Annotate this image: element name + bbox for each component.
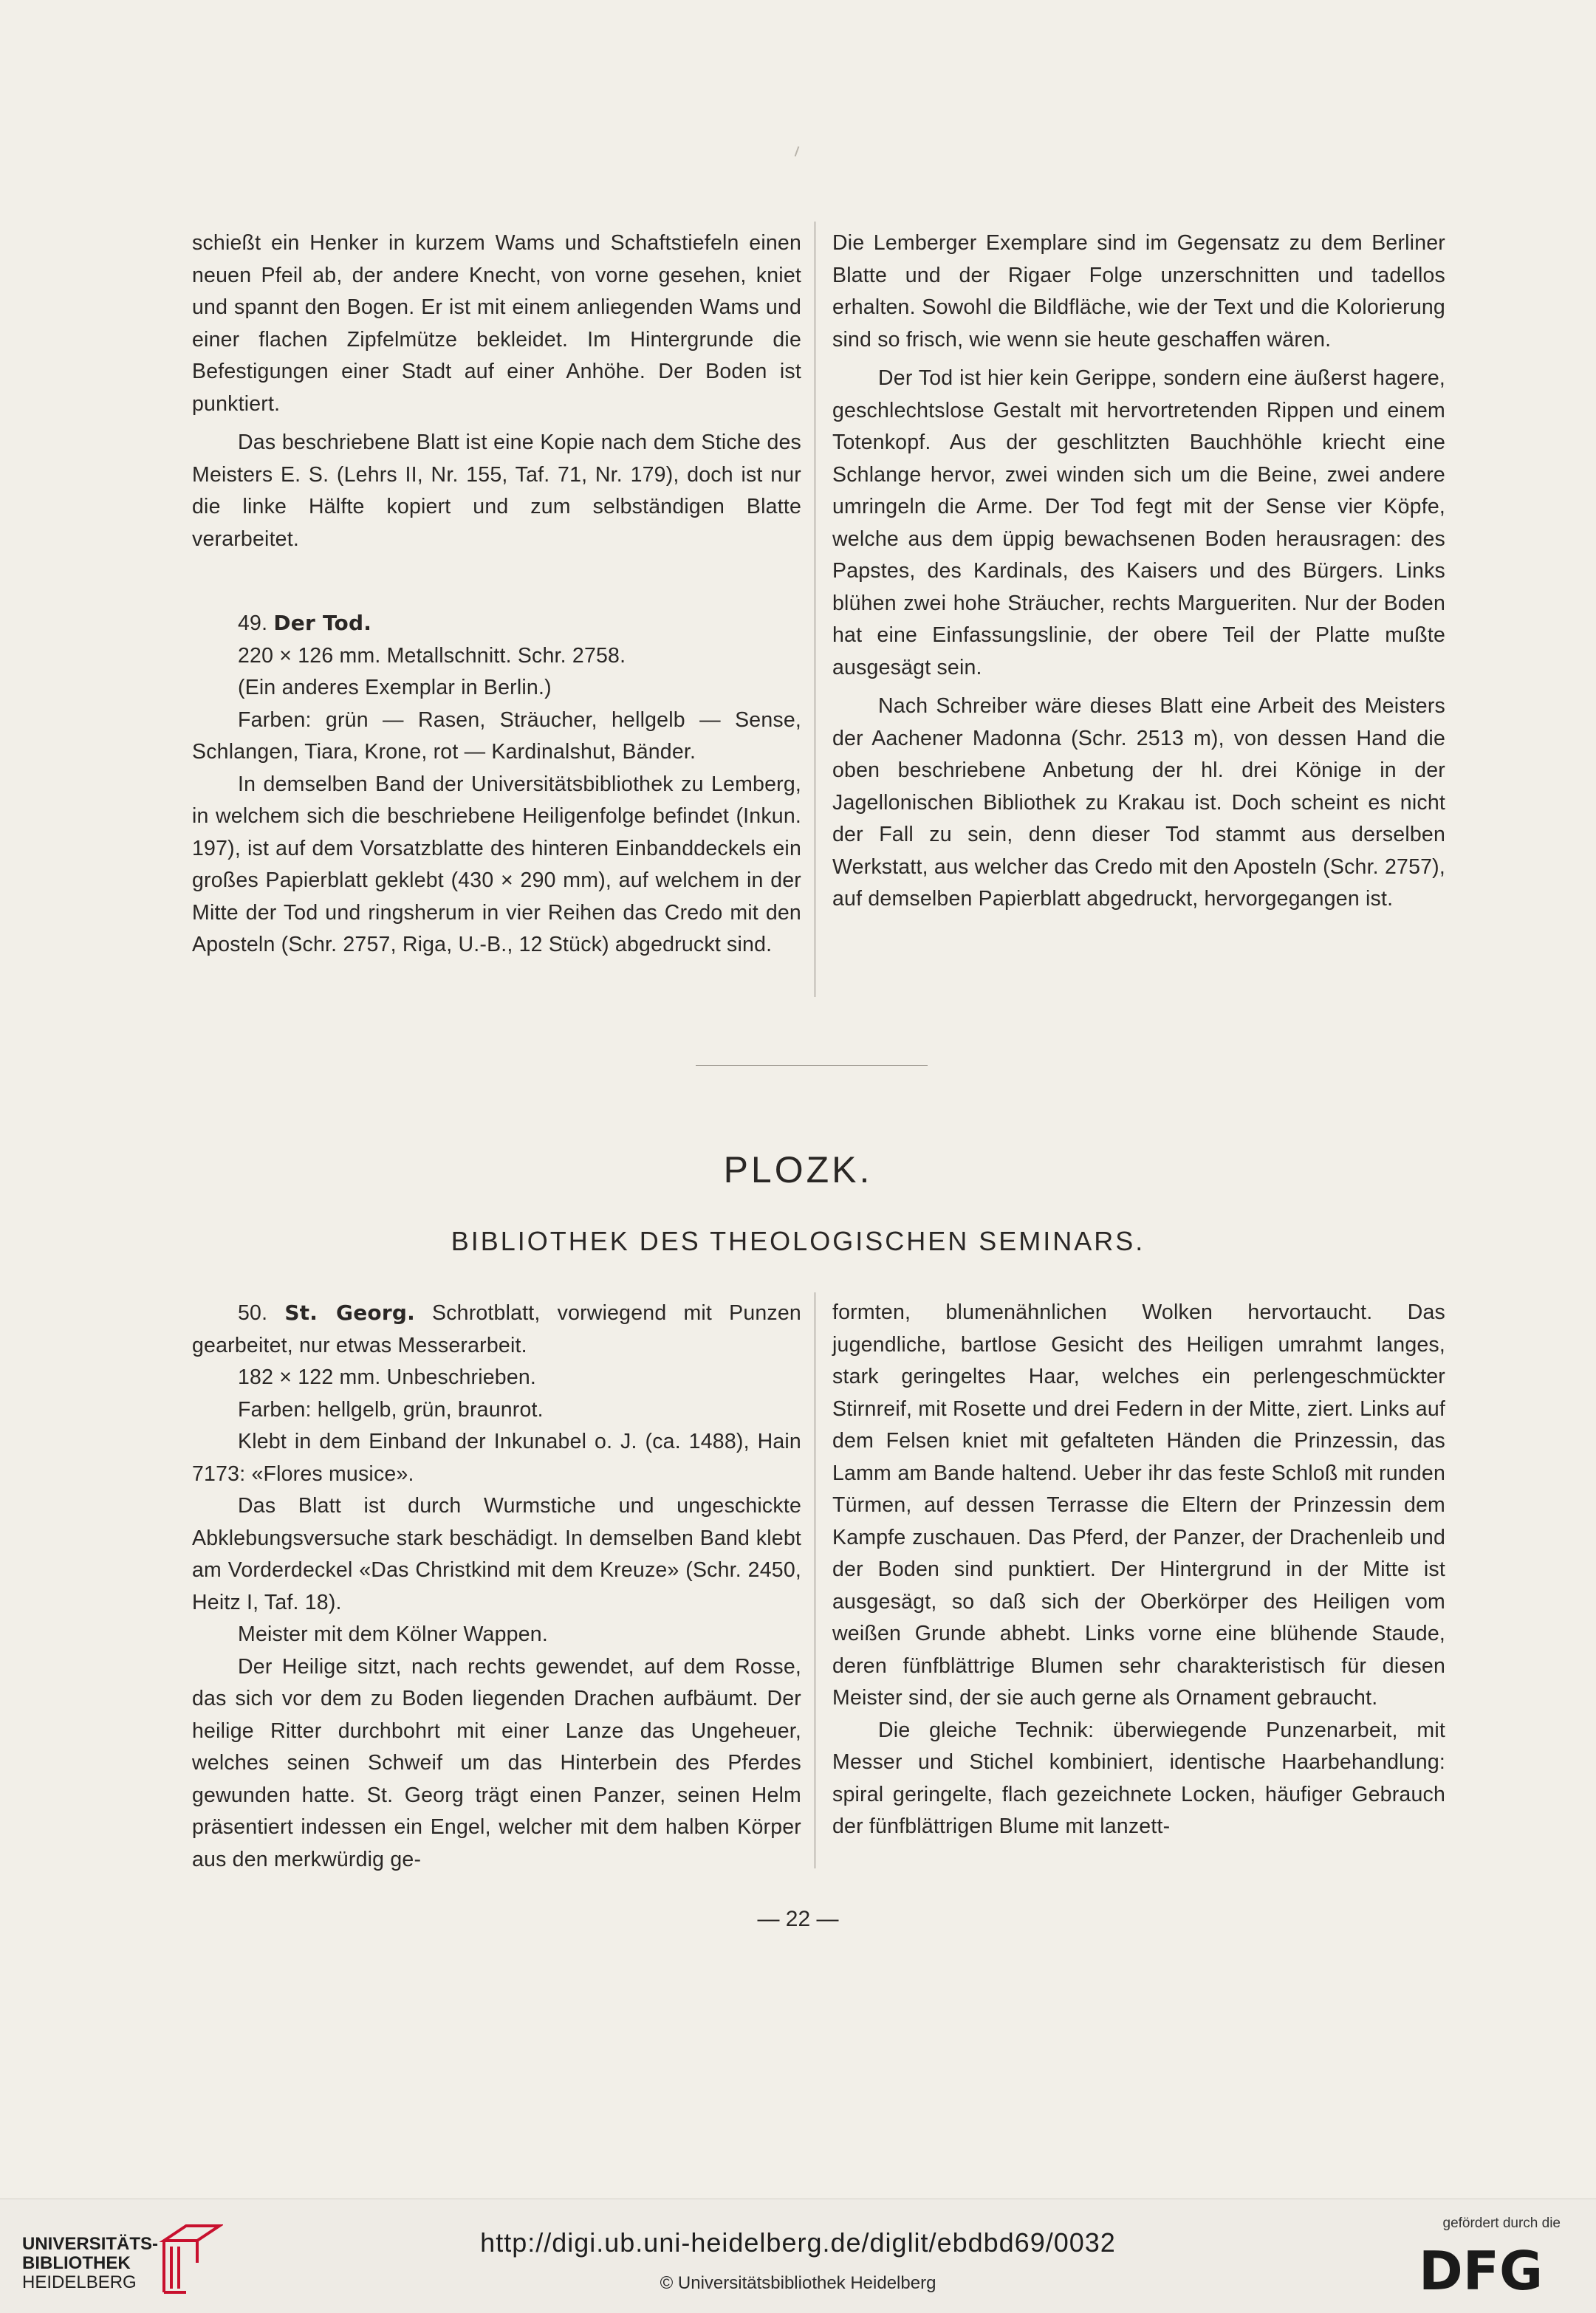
funding-note: gefördert durch die xyxy=(1442,2216,1561,2231)
right-column-top xyxy=(832,227,1445,916)
scan-mark xyxy=(795,146,800,157)
entry-note: (Ein anderes Exemplar in Berlin.) xyxy=(238,676,552,699)
section-title: PLOZK. xyxy=(723,1149,873,1190)
library-name-line: UNIVERSITÄTS- xyxy=(22,2234,159,2254)
entry-number: 49. xyxy=(238,611,268,635)
entry-condition: Das Blatt ist durch Wurmstiche und ungeschickte Abklebungsversuche stark beschädigt. In demselben Band klebt am Vorderdeckel «Das Christkind mit dem Kreuze» (Schr. 2450, Heitz I, Taf. 18). xyxy=(192,1494,801,1614)
page-number: — 22 — xyxy=(757,1907,839,1931)
entry-description: Der Heilige sitzt, nach rechts gewendet, auf dem Rosse, das sich vor dem zu Boden liegenden Drachen aufbäumt. Der heilige Ritter durchbohrt mit einer Lanze das Ungeheuer, welches seinen Schweif um das Hinterbein des Pferdes gewunden hatte. St. Georg trägt einen Panzer, seinen Helm präsentiert indessen ein Engel, welcher mit dem halben Körper aus den merkwürdig ge- xyxy=(192,1654,801,1871)
paragraph: formten, blumenähnlichen Wolken hervortaucht. Das jugendliche, bartlose Gesicht des Heiligen umrahmt langes, stark geringeltes Haar, welches ein perlengeschmückter Stirnreif, mit Rosette und drei Federn in der Mitte, ziert. Links auf dem Felsen kniet mit gefalteten Händen die Prinzessin, das Lamm am Bande haltend. Ueber ihr das feste Schloß mit runden Türmen, auf dessen Terrasse die Eltern der Prinzessin dem Kampfe zuschauen. Das Pferd, der Panzer, der Drachenleib und der Boden sind punktiert. Der Hintergrund in der Mitte ist ausgesägt, so daß sich der Oberkörper des Heiligen vom weißen Grunde abhebt. Links vorne eine blühende Staude, deren fünfblättrige Blumen sehr charakteristisch für diesen Meister sind, der sie auch gerne als Ornament gebraucht. xyxy=(832,1301,1445,1710)
paragraph: Die Lemberger Exemplare sind im Gegensatz zu dem Berliner Blatte und der Rigaer Folge unzerschnitten und tadellos erhalten. Sowohl die Bildfläche, wie der Text und die Kolorierung sind so frisch, wie wenn sie heute geschaffen wären. xyxy=(832,231,1445,352)
left-column-top xyxy=(192,227,801,962)
entry-49-heading xyxy=(192,607,801,640)
entry-dimensions: 182 × 122 mm. Unbeschrieben. xyxy=(238,1365,537,1389)
right-column-bottom xyxy=(832,1297,1445,1843)
entry-colors: Farben: hellgelb, grün, braunrot. xyxy=(238,1397,544,1422)
entry-title: Der Tod. xyxy=(273,611,372,635)
entry-number: 50. xyxy=(238,1301,268,1325)
paragraph: Der Tod ist hier kein Gerippe, sondern eine äußerst hagere, geschlechtslose Gestalt mit hervortretenden Rippen und einem Totenkopf. Aus der geschlitzten Bauchhöhle kriecht eine Schlange hervor, zwei winden sich um die Beine, zwei andere umringeln die Arme. Der Tod fegt mit der Sense vier Köpfe, welche aus dem üppig bewachsenen Boden herausragen: des Papstes, des Kardinals, des Kaisers und des Bürgers. Links blühen zwei hohe Sträucher, rechts Margueriten. Nur der Boden hat eine Einfassungslinie, der obere Teil der Platte mußte ausgesägt sein. xyxy=(832,366,1445,679)
copyright-notice: © Universitätsbibliothek Heidelberg xyxy=(660,2273,936,2293)
entry-binding: Klebt in dem Einband der Inkunabel o. J. (ca. 1488), Hain 7173: «Flores musice». xyxy=(192,1430,801,1486)
entry-title: St. Georg. xyxy=(284,1301,415,1325)
entry-master: Meister mit dem Kölner Wappen. xyxy=(238,1622,548,1646)
paragraph: Das beschriebene Blatt ist eine Kopie nach dem Stiche des Meisters E. S. (Lehrs II, Nr. 155, Taf. 71, Nr. 179), doch ist nur die linke Hälfte kopiert und zum selbständigen Blatte verarbeitet. xyxy=(192,431,801,551)
entry-intro: Schrotblatt, vorwiegend mit Punzen gearbeitet, nur etwas Messerarbeit. xyxy=(192,1301,801,1357)
paragraph: In demselben Band der Universitätsbibliothek zu Lemberg, in welchem sich die beschriebene Heiligenfolge befindet (Inkun. 197), ist auf dem Vorsatzblatte des hinteren Einbanddeckels ein großes Papierblatt geklebt (430 × 290 mm), auf welchem in der Mitte der Tod und ringsherum in vier Reihen das Credo mit den Aposteln (Schr. 2757, Riga, U.-B., 12 Stück) abgedruckt sind. xyxy=(192,772,801,956)
dfg-logo-icon xyxy=(1419,2244,1566,2295)
library-name-line: BIBLIOTHEK xyxy=(22,2253,131,2273)
entry-dimensions: 220 × 126 mm. Metallschnitt. Schr. 2758. xyxy=(238,643,626,668)
document-url-link[interactable]: http://digi.ub.uni-heidelberg.de/diglit/ebdbd69/0032 xyxy=(480,2227,1116,2258)
dfg-logo-text: DFG xyxy=(1419,2244,1544,2295)
section-subtitle: BIBLIOTHEK DES THEOLOGISCHEN SEMINARS. xyxy=(451,1226,1145,1256)
paragraph: schießt ein Henker in kurzem Wams und Schaftstiefeln einen neuen Pfeil ab, der andere Knecht, von vorne gesehen, kniet und spannt den Bogen. Er ist mit einem anliegenden Wams und einer flachen Zipfelmütze bekleidet. Im Hintergrunde die Befestigungen einer Stadt auf einer Anhöhe. Der Boden ist punktiert. xyxy=(192,231,801,416)
entry-50-heading xyxy=(192,1297,801,1362)
library-name-line: HEIDELBERG xyxy=(22,2272,137,2292)
section-separator xyxy=(696,1065,928,1066)
footer-bar xyxy=(0,2199,1596,2313)
paragraph: Die gleiche Technik: überwiegende Punzenarbeit, mit Messer und Stichel kombiniert, identische Haarbehandlung: spiral geringelte, flach gezeichnete Locken, häufiger Gebrauch der fünfblättrigen Blume mit lanzett- xyxy=(832,1718,1445,1838)
entry-colors: Farben: grün — Rasen, Sträucher, hellgelb — Sense, Schlangen, Tiara, Krone, rot — Kardinalshut, Bänder. xyxy=(192,707,801,764)
left-column-bottom xyxy=(192,1297,801,1876)
paragraph: Nach Schreiber wäre dieses Blatt eine Arbeit des Meisters der Aachener Madonna (Schr. 2513 m), von dessen Hand die oben beschriebene Anbetung der hl. drei Könige in der Jagellonischen Bibliothek zu Krakau ist. Doch scheint es nicht der Fall zu sein, denn dieser Tod stammt aus derselben Werkstatt, aus welcher das Credo mit den Aposteln (Schr. 2757), auf demselben Papierblatt abgedruckt, hervorgegangen ist. xyxy=(832,694,1445,911)
